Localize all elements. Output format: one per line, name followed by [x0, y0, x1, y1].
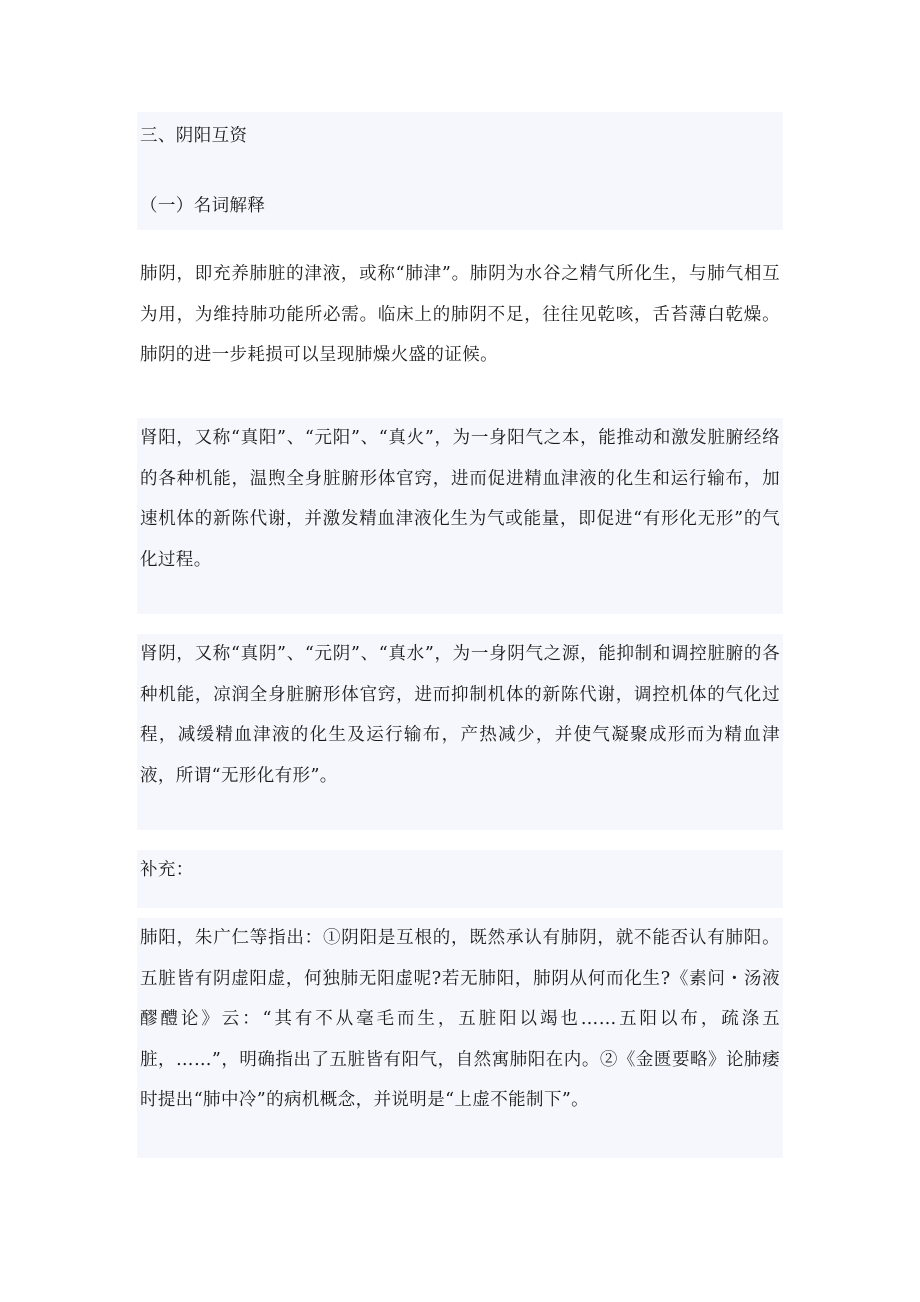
heading-block	[137, 112, 783, 230]
section-title: 三、阴阳互资	[140, 126, 248, 146]
subsection-title: （一）名词解释	[140, 196, 266, 216]
paragraph-kidney-yang: 肾阳，又称“真阳”、“元阳”、“真火”，为一身阳气之本，能推动和激发脏腑经络的各种机能，温煦全身脏腑形体官窍，进而促进精血津液的化生和运行输布，加速机体的新陈代谢，并激发精血津液化生为气或能量，即促进“有形化无形”的气化过程。	[137, 418, 783, 614]
supplement-label: 补充：	[137, 850, 783, 908]
paragraph-lung-yin: 肺阴，即充养肺脏的津液，或称“肺津”。肺阴为水谷之精气所化生，与肺气相互为用，为维持肺功能所必需。临床上的肺阴不足，往往见乾咳，舌苔薄白乾燥。肺阴的进一步耗损可以呈现肺燥火盛的证候。	[140, 264, 780, 365]
paragraph-kidney-yin: 肾阴，又称“真阴”、“元阴”、“真水”，为一身阴气之源，能抑制和调控脏腑的各种机能，凉润全身脏腑形体官窍，进而抑制机体的新陈代谢，调控机体的气化过程，减缓精血津液的化生及运行输布，产热减少，并使气凝聚成形而为精血津液，所谓“无形化有形”。	[137, 634, 783, 830]
paragraph-lung-yang: 肺阳，朱广仁等指出：①阴阳是互根的，既然承认有肺阴，就不能否认有肺阳。五脏皆有阴虚阳虚，何独肺无阳虚呢?若无肺阳，肺阴从何而化生?《素问・汤液醪醴论》云：“其有不从毫毛而生，五脏阳以竭也……五阳以布，疏涤五脏，……”，明确指出了五脏皆有阳气，自然寓肺阳在内。②《金匮要略》论肺痿时提出“肺中冷”的病机概念，并说明是“上虚不能制下”。	[137, 918, 783, 1158]
